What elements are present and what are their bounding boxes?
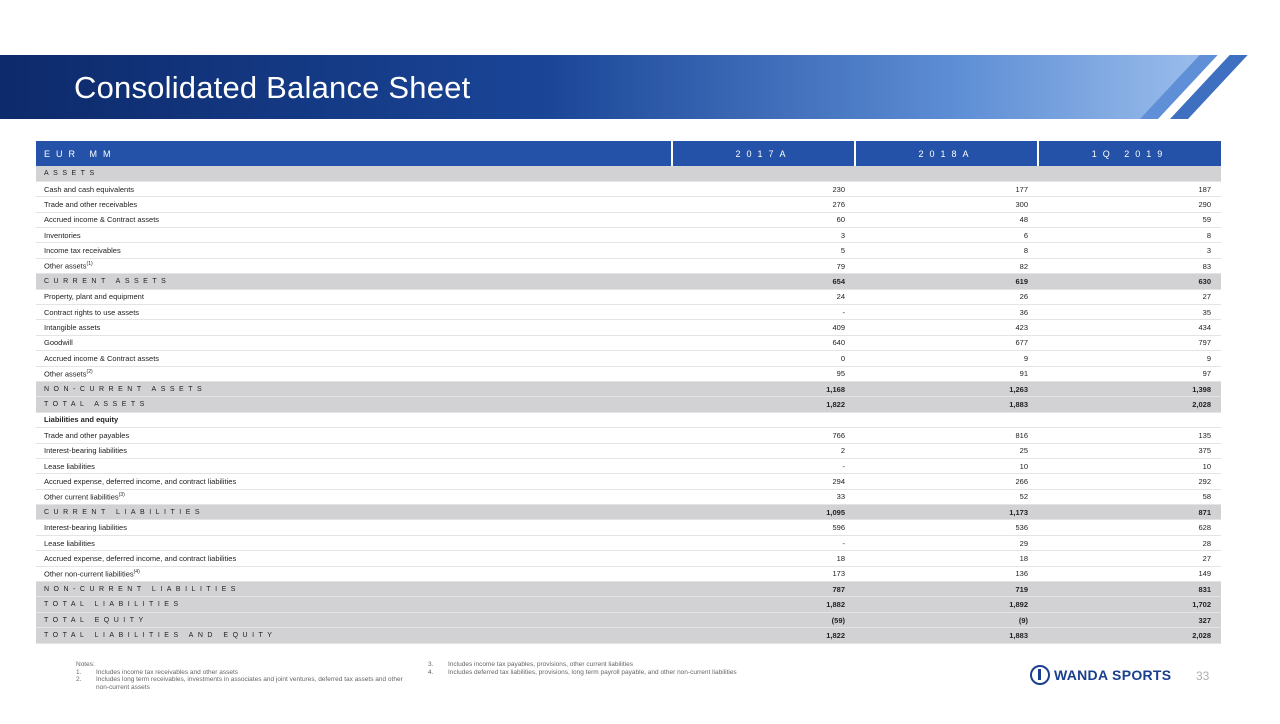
value-2018a: 26 bbox=[855, 289, 1038, 304]
table-row bbox=[36, 258, 1221, 273]
footnote-number: 2. bbox=[76, 676, 82, 684]
row-label bbox=[36, 489, 672, 504]
value-2018a: 9 bbox=[855, 351, 1038, 366]
value-2018a: 10 bbox=[855, 458, 1038, 473]
value-1q2019: 27 bbox=[1038, 551, 1221, 566]
value-1q2019: 292 bbox=[1038, 474, 1221, 489]
row-label-text: ASSETS bbox=[44, 169, 99, 177]
value-2017a: 95 bbox=[672, 366, 855, 381]
value-2018a: 136 bbox=[855, 566, 1038, 581]
value-2017a: - bbox=[672, 458, 855, 473]
value-1q2019: 58 bbox=[1038, 489, 1221, 504]
value-2018a: 29 bbox=[855, 535, 1038, 550]
table-section-row bbox=[36, 397, 1221, 412]
footnote-marker: (4) bbox=[133, 569, 140, 576]
value-2018a: 266 bbox=[855, 474, 1038, 489]
row-label-text: CURRENT LIABILITIES bbox=[44, 508, 205, 516]
value-2018a: 25 bbox=[855, 443, 1038, 458]
column-header-2018a: 2018A bbox=[855, 141, 1038, 166]
row-label-text: Cash and cash equivalents bbox=[44, 184, 135, 194]
value-1q2019: 9 bbox=[1038, 351, 1221, 366]
table-row bbox=[36, 351, 1221, 366]
row-label bbox=[36, 628, 672, 643]
table-row bbox=[36, 551, 1221, 566]
table-row bbox=[36, 489, 1221, 504]
value-1q2019: 2,028 bbox=[1038, 397, 1221, 412]
column-header-1q2019: 1Q 2019 bbox=[1038, 141, 1221, 166]
value-2018a: 1,173 bbox=[855, 505, 1038, 520]
value-2017a: 1,822 bbox=[672, 628, 855, 643]
row-label bbox=[36, 366, 672, 381]
row-label-text: Accrued income & Contract assets bbox=[44, 215, 160, 225]
page-number: 33 bbox=[1196, 669, 1210, 683]
value-1q2019: 10 bbox=[1038, 458, 1221, 473]
row-label-text: Trade and other receivables bbox=[44, 199, 138, 209]
value-2018a: 816 bbox=[855, 428, 1038, 443]
footnote-number: 3. bbox=[428, 661, 434, 668]
value-2017a: 0 bbox=[672, 351, 855, 366]
value-2018a: 1,263 bbox=[855, 381, 1038, 396]
row-label bbox=[36, 428, 672, 443]
value-2017a: 1,822 bbox=[672, 397, 855, 412]
row-label bbox=[36, 335, 672, 350]
row-label-text: Intangible assets bbox=[44, 323, 101, 333]
value-2017a: 79 bbox=[672, 258, 855, 273]
value-1q2019: 187 bbox=[1038, 181, 1221, 196]
value-2017a: 787 bbox=[672, 582, 855, 597]
table-section-row bbox=[36, 582, 1221, 597]
row-label bbox=[36, 274, 672, 289]
table-row bbox=[36, 305, 1221, 320]
value-2018a bbox=[855, 166, 1038, 181]
row-label bbox=[36, 458, 672, 473]
row-label bbox=[36, 612, 672, 627]
value-2018a: 52 bbox=[855, 489, 1038, 504]
footnote-number: 4. bbox=[428, 668, 434, 676]
row-label bbox=[36, 582, 672, 597]
row-label bbox=[36, 243, 672, 258]
row-label bbox=[36, 212, 672, 227]
table-row bbox=[36, 566, 1221, 581]
value-2017a: 276 bbox=[672, 197, 855, 212]
value-2017a: 1,882 bbox=[672, 597, 855, 612]
value-2017a bbox=[672, 412, 855, 427]
value-2018a: 36 bbox=[855, 305, 1038, 320]
table-row bbox=[36, 289, 1221, 304]
balance-sheet-table bbox=[36, 141, 1221, 644]
row-label bbox=[36, 197, 672, 212]
footnote-marker: (1) bbox=[86, 261, 93, 268]
row-label-text: Income tax receivables bbox=[44, 246, 121, 256]
value-2017a: 654 bbox=[672, 274, 855, 289]
footnote bbox=[428, 669, 788, 677]
row-label-text: NON-CURRENT ASSETS bbox=[44, 385, 207, 393]
value-1q2019 bbox=[1038, 412, 1221, 427]
value-2017a: 230 bbox=[672, 181, 855, 196]
value-2018a: 536 bbox=[855, 520, 1038, 535]
row-label-text: Other assets bbox=[44, 369, 87, 379]
row-label-text: Other assets bbox=[44, 261, 87, 271]
footnotes-right bbox=[428, 661, 788, 676]
row-label bbox=[36, 535, 672, 550]
value-2017a: - bbox=[672, 305, 855, 320]
row-label bbox=[36, 412, 672, 427]
value-1q2019: 630 bbox=[1038, 274, 1221, 289]
value-1q2019: 1,398 bbox=[1038, 381, 1221, 396]
value-2018a: 677 bbox=[855, 335, 1038, 350]
table-section-row bbox=[36, 274, 1221, 289]
column-header-2017a: 2017A bbox=[672, 141, 855, 166]
value-2017a: 33 bbox=[672, 489, 855, 504]
table-row bbox=[36, 458, 1221, 473]
row-label bbox=[36, 520, 672, 535]
value-2018a: (9) bbox=[855, 612, 1038, 627]
notes-heading: Notes: bbox=[76, 661, 95, 668]
row-label-text: Contract rights to use assets bbox=[44, 307, 140, 317]
table-section-row bbox=[36, 612, 1221, 627]
row-label bbox=[36, 181, 672, 196]
table-row bbox=[36, 335, 1221, 350]
value-1q2019: 290 bbox=[1038, 197, 1221, 212]
value-1q2019: 3 bbox=[1038, 243, 1221, 258]
row-label bbox=[36, 381, 672, 396]
value-2018a: 82 bbox=[855, 258, 1038, 273]
row-label-text: Accrued income & Contract assets bbox=[44, 353, 160, 363]
footnote-text: Includes income tax receivables and other assets bbox=[96, 668, 238, 676]
value-1q2019: 59 bbox=[1038, 212, 1221, 227]
table-header-row bbox=[36, 141, 1221, 166]
footnote bbox=[76, 676, 416, 691]
value-1q2019: 35 bbox=[1038, 305, 1221, 320]
row-label-text: Goodwill bbox=[44, 338, 73, 348]
row-label-text: Interest-bearing liabilities bbox=[44, 523, 127, 533]
value-1q2019: 149 bbox=[1038, 566, 1221, 581]
value-2018a: 48 bbox=[855, 212, 1038, 227]
value-2017a: 1,095 bbox=[672, 505, 855, 520]
row-label-text: Property, plant and equipment bbox=[44, 292, 144, 302]
value-2017a: 24 bbox=[672, 289, 855, 304]
table-row bbox=[36, 197, 1221, 212]
row-label-text: CURRENT ASSETS bbox=[44, 277, 171, 285]
row-label-text: TOTAL LIABILITIES bbox=[44, 601, 183, 609]
table-section-row bbox=[36, 628, 1221, 643]
value-2017a: 18 bbox=[672, 551, 855, 566]
value-1q2019: 2,028 bbox=[1038, 628, 1221, 643]
value-2017a: - bbox=[672, 535, 855, 550]
row-label-text: Accrued expense, deferred income, and contract liabilities bbox=[44, 553, 237, 563]
row-label bbox=[36, 289, 672, 304]
value-1q2019: 831 bbox=[1038, 582, 1221, 597]
value-1q2019: 628 bbox=[1038, 520, 1221, 535]
footnote-text: Includes income tax payables, provisions, other current liabilities bbox=[448, 661, 633, 668]
table-row bbox=[36, 228, 1221, 243]
value-1q2019 bbox=[1038, 166, 1221, 181]
value-2018a: 1,883 bbox=[855, 397, 1038, 412]
value-2018a: 6 bbox=[855, 228, 1038, 243]
row-label-text: Other non-current liabilities bbox=[44, 569, 134, 579]
page-title: Consolidated Balance Sheet bbox=[74, 70, 471, 105]
row-label-text: Interest-bearing liabilities bbox=[44, 446, 127, 456]
logo-text: WANDA SPORTS bbox=[1054, 667, 1172, 683]
row-label bbox=[36, 228, 672, 243]
row-label bbox=[36, 320, 672, 335]
value-2017a: 173 bbox=[672, 566, 855, 581]
column-header-unit: EUR MM bbox=[36, 141, 672, 166]
row-label-text: NON-CURRENT LIABILITIES bbox=[44, 585, 240, 593]
row-label bbox=[36, 258, 672, 273]
footnote-marker: (2) bbox=[86, 369, 93, 376]
footnotes-left bbox=[76, 661, 416, 691]
table-section-row bbox=[36, 505, 1221, 520]
row-label-text: Accrued expense, deferred income, and contract liabilities bbox=[44, 477, 237, 486]
value-2018a: 177 bbox=[855, 181, 1038, 196]
value-2017a: 640 bbox=[672, 335, 855, 350]
value-2017a bbox=[672, 166, 855, 181]
row-label bbox=[36, 351, 672, 366]
row-label-text: TOTAL ASSETS bbox=[44, 401, 149, 409]
value-2018a: 18 bbox=[855, 551, 1038, 566]
value-2017a: 294 bbox=[672, 474, 855, 489]
value-2017a: 3 bbox=[672, 228, 855, 243]
row-label bbox=[36, 305, 672, 320]
row-label bbox=[36, 566, 672, 581]
row-label bbox=[36, 166, 672, 181]
value-2017a: 60 bbox=[672, 212, 855, 227]
footnote-marker: (3) bbox=[118, 492, 125, 499]
value-1q2019: 797 bbox=[1038, 335, 1221, 350]
row-label bbox=[36, 551, 672, 566]
table-row bbox=[36, 535, 1221, 550]
row-label bbox=[36, 443, 672, 458]
table-row bbox=[36, 428, 1221, 443]
value-1q2019: 871 bbox=[1038, 505, 1221, 520]
table-row bbox=[36, 443, 1221, 458]
value-2017a: 409 bbox=[672, 320, 855, 335]
table-section-row bbox=[36, 166, 1221, 181]
value-1q2019: 8 bbox=[1038, 228, 1221, 243]
table-row bbox=[36, 366, 1221, 381]
row-label-text: Other current liabilities bbox=[44, 492, 119, 502]
value-1q2019: 327 bbox=[1038, 612, 1221, 627]
footnote bbox=[428, 661, 788, 669]
value-2018a: 1,883 bbox=[855, 628, 1038, 643]
value-1q2019: 375 bbox=[1038, 443, 1221, 458]
table-heading-row bbox=[36, 412, 1221, 427]
value-2018a: 619 bbox=[855, 274, 1038, 289]
row-label-text: Inventories bbox=[44, 230, 81, 240]
table-row bbox=[36, 181, 1221, 196]
footnote-text: Includes deferred tax liabilities, provisions, long term payroll payable, and other non-current liabilities bbox=[448, 668, 737, 676]
value-2017a: 766 bbox=[672, 428, 855, 443]
row-label bbox=[36, 505, 672, 520]
table-row bbox=[36, 212, 1221, 227]
row-label-text: Lease liabilities bbox=[44, 538, 95, 548]
value-1q2019: 434 bbox=[1038, 320, 1221, 335]
wanda-logo-icon bbox=[1030, 665, 1050, 685]
company-logo bbox=[1030, 665, 1171, 685]
value-2017a: 5 bbox=[672, 243, 855, 258]
value-2018a bbox=[855, 412, 1038, 427]
value-1q2019: 83 bbox=[1038, 258, 1221, 273]
value-2017a: 1,168 bbox=[672, 381, 855, 396]
row-label-text: TOTAL LIABILITIES AND EQUITY bbox=[44, 631, 277, 639]
value-1q2019: 1,702 bbox=[1038, 597, 1221, 612]
table-body bbox=[36, 166, 1221, 643]
value-1q2019: 27 bbox=[1038, 289, 1221, 304]
row-label-text: Lease liabilities bbox=[44, 461, 95, 471]
table-row bbox=[36, 320, 1221, 335]
table-row bbox=[36, 474, 1221, 489]
table-section-row bbox=[36, 381, 1221, 396]
footnote bbox=[76, 669, 416, 677]
value-2017a: 596 bbox=[672, 520, 855, 535]
footnote-text: Includes long term receivables, investments in associates and joint ventures, deferred tax assets and other non-current assets bbox=[96, 676, 403, 691]
row-label-text: Liabilities and equity bbox=[44, 415, 119, 425]
value-1q2019: 97 bbox=[1038, 366, 1221, 381]
value-2018a: 300 bbox=[855, 197, 1038, 212]
footnote-number: 1. bbox=[76, 668, 82, 676]
row-label-text: Trade and other payables bbox=[44, 430, 130, 440]
row-label bbox=[36, 474, 672, 489]
value-1q2019: 28 bbox=[1038, 535, 1221, 550]
value-2018a: 719 bbox=[855, 582, 1038, 597]
table-section-row bbox=[36, 597, 1221, 612]
value-2018a: 91 bbox=[855, 366, 1038, 381]
table-row bbox=[36, 243, 1221, 258]
table-row bbox=[36, 520, 1221, 535]
value-1q2019: 135 bbox=[1038, 428, 1221, 443]
value-2018a: 1,892 bbox=[855, 597, 1038, 612]
value-2018a: 8 bbox=[855, 243, 1038, 258]
row-label-text: TOTAL EQUITY bbox=[44, 616, 148, 624]
row-label bbox=[36, 397, 672, 412]
row-label bbox=[36, 597, 672, 612]
value-2017a: (59) bbox=[672, 612, 855, 627]
value-2017a: 2 bbox=[672, 443, 855, 458]
value-2018a: 423 bbox=[855, 320, 1038, 335]
